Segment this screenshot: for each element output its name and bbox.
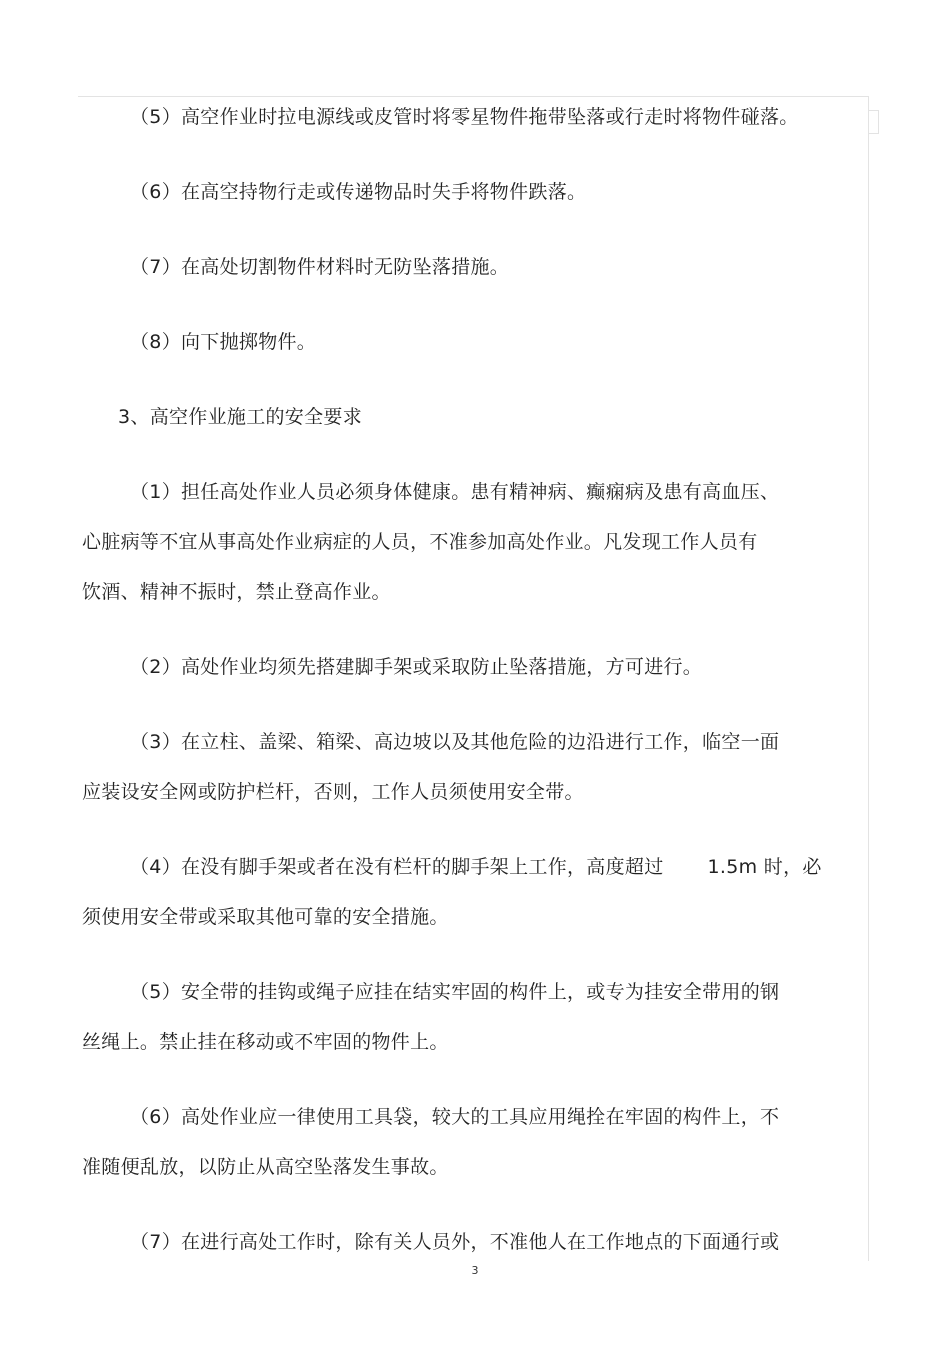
paragraph-text: （4）在没有脚手架或者在没有栏杆的脚手架上工作，高度超过 — [130, 856, 664, 878]
paragraph-line: （7）在进行高处工作时，除有关人员外，不准他人在工作地点的下面通行或 — [130, 1231, 780, 1253]
paragraph-line: 心脏病等不宜从事高处作业病症的人员，不准参加高处作业。凡发现工作人员有 — [82, 531, 758, 553]
paragraph-line: （8）向下抛掷物件。 — [130, 331, 317, 353]
paragraph-line: （6）高处作业应一律使用工具袋，较大的工具应用绳拴在牢固的构件上，不 — [130, 1106, 780, 1128]
paragraph-line: （1）担任高处作业人员必须身体健康。患有精神病、癫痫病及患有高血压、 — [130, 481, 780, 503]
page-top-border — [78, 96, 868, 97]
paragraph-line: 准随便乱放，以防止从高空坠落发生事故。 — [82, 1156, 449, 1178]
page-number: 3 — [471, 1264, 479, 1277]
paragraph-text: 1.5m 时，必 — [707, 856, 822, 878]
page-right-border — [868, 96, 869, 1261]
paragraph-line: （3）在立柱、盖梁、箱梁、高边坡以及其他危险的边沿进行工作，临空一面 — [130, 731, 780, 753]
paragraph-line — [130, 854, 822, 880]
paragraph-line: 饮酒、精神不振时，禁止登高作业。 — [82, 581, 391, 603]
paragraph-line: 应装设安全网或防护栏杆，否则，工作人员须使用安全带。 — [82, 781, 584, 803]
section-heading: 3、高空作业施工的安全要求 — [118, 406, 362, 428]
paragraph-line: （5）高空作业时拉电源线或皮管时将零星物件拖带坠落或行走时将物件碰落。 — [130, 106, 799, 128]
paragraph-line: （5）安全带的挂钩或绳子应挂在结实牢固的构件上，或专为挂安全带用的钢 — [130, 981, 780, 1003]
paragraph-line: 丝绳上。禁止挂在移动或不牢固的物件上。 — [82, 1031, 449, 1053]
paragraph-line: （2）高处作业均须先搭建脚手架或采取防止坠落措施，方可进行。 — [130, 656, 703, 678]
paragraph-line: 须使用安全带或采取其他可靠的安全措施。 — [82, 906, 449, 928]
paragraph-line: （6）在高空持物行走或传递物品时失手将物件跌落。 — [130, 181, 587, 203]
paragraph-line: （7）在高处切割物件材料时无防坠落措施。 — [130, 256, 510, 278]
page-corner-mark — [868, 110, 879, 134]
